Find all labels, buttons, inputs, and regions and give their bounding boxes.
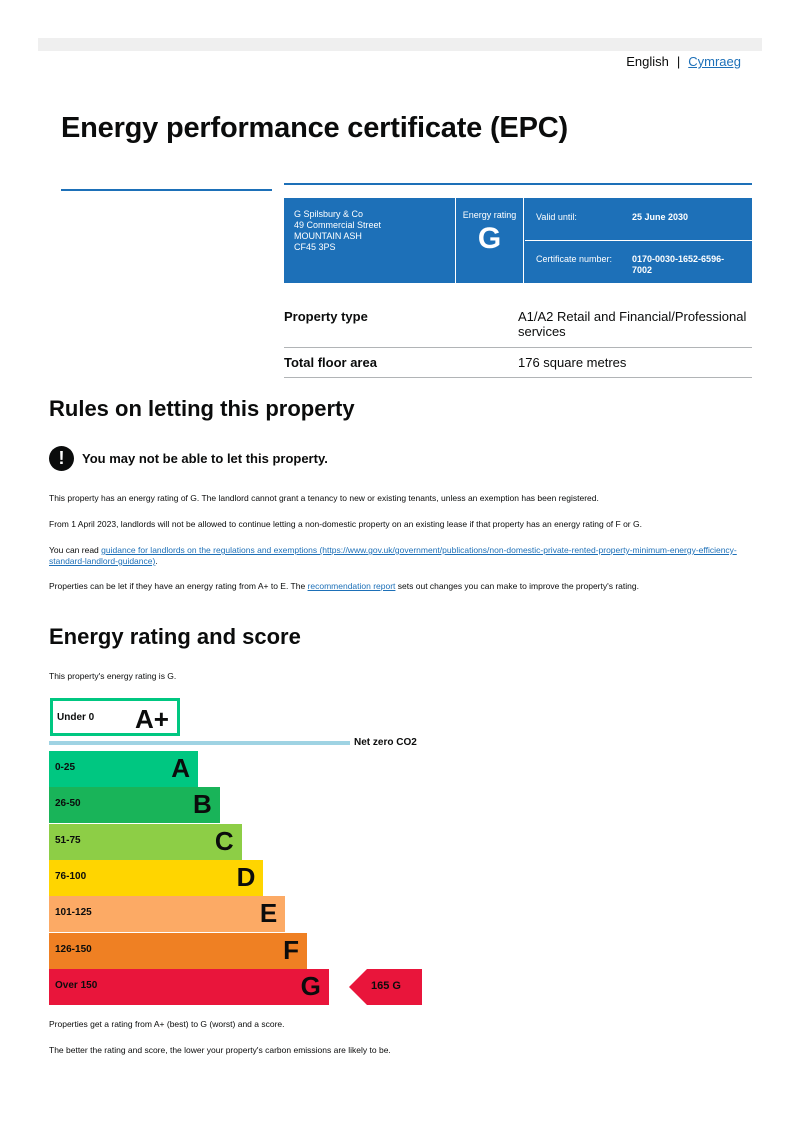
lang-english: English (626, 54, 669, 69)
band-aplus (50, 698, 180, 736)
address-line: 49 Commercial Street (294, 220, 382, 230)
divider-right (284, 183, 752, 185)
band-g (49, 969, 329, 1005)
letting-paragraph (49, 545, 739, 567)
band-letter: D (236, 861, 256, 892)
warning-icon: ! (49, 446, 74, 471)
valid-until-value: 25 June 2030 (632, 212, 689, 222)
band-range: 76-100 (55, 870, 87, 882)
band-f (49, 933, 307, 969)
rating-heading: Energy rating and score (49, 624, 301, 649)
band-c (49, 824, 242, 860)
property-table (284, 300, 752, 378)
address (294, 209, 381, 253)
band-range: Over 150 (55, 979, 98, 991)
rating-footer: Properties get a rating from A+ (best) to G (worst) and a score. (49, 1019, 285, 1029)
valid-until-row (525, 198, 752, 241)
letting-paragraph: From 1 April 2023, landlords will not be allowed to continue letting a non-domestic property on an existing lease if that property has an energy rating of F or G. (49, 519, 642, 529)
band-range: 126-150 (55, 943, 92, 955)
letting-paragraph (49, 581, 739, 592)
address-line: MOUNTAIN ASH (294, 231, 362, 241)
net-zero-line (49, 741, 350, 745)
band-a (49, 751, 198, 787)
property-row (284, 300, 752, 348)
address-line: CF45 3PS (294, 242, 336, 252)
recommendation-report-link[interactable]: recommendation report (307, 581, 396, 591)
warning (49, 446, 328, 471)
band-letter: E (259, 898, 278, 929)
certificate-row (525, 241, 752, 283)
band-d (49, 860, 263, 896)
band-letter: A (171, 753, 190, 783)
band-letter: G (300, 970, 321, 1001)
page-title: Energy performance certificate (EPC) (61, 112, 568, 144)
band-letter: F (283, 934, 299, 965)
divider-left (61, 189, 272, 191)
band-b (49, 787, 220, 823)
energy-rating-box (455, 198, 524, 283)
rating-intro: This property's energy rating is G. (49, 671, 177, 681)
property-value: A1/A2 Retail and Financial/Professional services (518, 309, 747, 339)
valid-until-label: Valid until: (536, 212, 577, 222)
energy-rating-letter: G (477, 222, 502, 255)
band-letter: A+ (135, 704, 169, 734)
lang-separator: | (676, 54, 681, 69)
top-bar (38, 38, 762, 51)
property-row (284, 348, 752, 378)
band-letter: C (214, 825, 234, 856)
net-zero-label: Net zero CO2 (354, 737, 417, 748)
letting-paragraph: This property has an energy rating of G. The landlord cannot grant a tenancy to new or existing tenants, unless an exemption has been registered. (49, 493, 599, 503)
property-value: 176 square metres (518, 355, 627, 370)
warning-text: You may not be able to let this property. (82, 451, 328, 466)
text: Properties can be let if they have an energy rating from A+ to E. The (49, 581, 308, 591)
band-range: 101-125 (55, 907, 92, 919)
address-line: G Spilsbury & Co (294, 209, 364, 219)
band-range: 0-25 (55, 762, 76, 773)
band-e (49, 896, 285, 932)
property-label: Property type (284, 309, 368, 324)
certificate-number: 0170-0030-1652-6596-7002 (632, 254, 725, 275)
property-label: Total floor area (284, 355, 377, 370)
language-switcher (626, 54, 741, 69)
band-range: Under 0 (57, 712, 95, 723)
rating-footer: The better the rating and score, the lower your property's carbon emissions are likely to be. (49, 1045, 391, 1055)
current-rating-label: 165 G (371, 980, 401, 992)
band-range: 51-75 (55, 834, 81, 846)
band-range: 26-50 (55, 798, 81, 810)
text: You can read (49, 545, 102, 555)
text: . (155, 556, 158, 566)
guidance-link[interactable]: guidance for landlords on the regulations and exemptions (https://www.gov.uk/government/publications/non-domestic-private-rented-property-minimum-energy-efficiency-standard-landlord-guidance) (49, 545, 737, 566)
summary-box (284, 198, 752, 283)
certificate-label: Certificate number: (536, 254, 613, 264)
band-letter: B (193, 789, 212, 820)
lang-cymraeg-link[interactable]: Cymraeg (688, 54, 741, 69)
letting-heading: Rules on letting this property (49, 396, 355, 421)
text: sets out changes you can make to improve the property's rating. (395, 581, 639, 591)
energy-rating-label: Energy rating (462, 210, 517, 220)
